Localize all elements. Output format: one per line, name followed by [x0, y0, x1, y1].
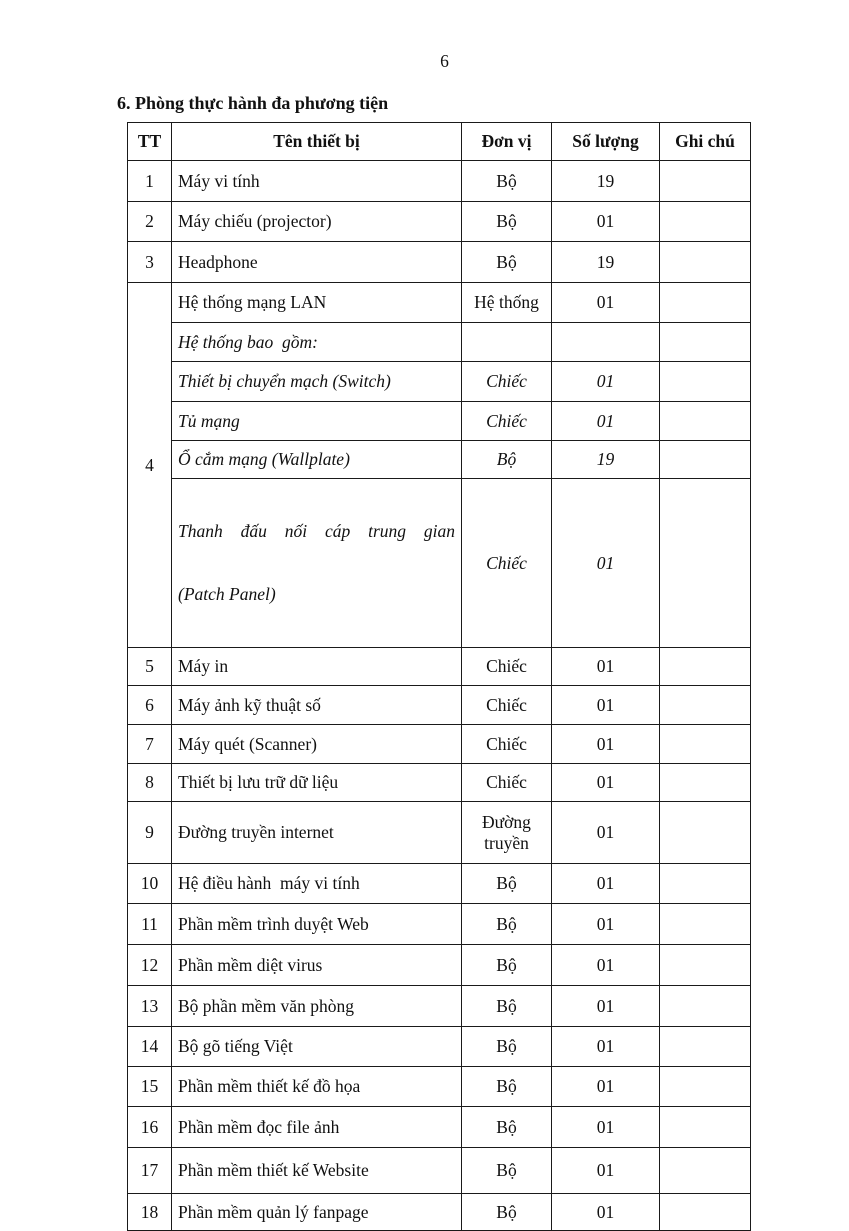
- table-row: [128, 904, 751, 945]
- table-row: [128, 1148, 751, 1194]
- cell-tt: 13: [128, 986, 172, 1027]
- cell-qty: 01: [552, 686, 660, 725]
- header-name: Tên thiết bị: [172, 123, 462, 161]
- header-qty: Số lượng: [552, 123, 660, 161]
- cell-note: [660, 945, 751, 986]
- cell-qty: 01: [552, 1148, 660, 1194]
- cell-note: [660, 686, 751, 725]
- table-row: [128, 945, 751, 986]
- cell-tt: 1: [128, 161, 172, 202]
- cell-name: Thiết bị lưu trữ dữ liệu: [172, 764, 462, 802]
- cell-name: Máy chiếu (projector): [172, 202, 462, 242]
- cell-name: Phần mềm diệt virus: [172, 945, 462, 986]
- cell-note: [660, 1194, 751, 1231]
- table-subrow: [128, 323, 751, 362]
- cell-note: [660, 1107, 751, 1148]
- cell-name: Máy quét (Scanner): [172, 725, 462, 764]
- cell-name: Phần mềm trình duyệt Web: [172, 904, 462, 945]
- cell-qty: 01: [552, 1027, 660, 1067]
- cell-qty: 01: [552, 802, 660, 864]
- cell-tt: 5: [128, 648, 172, 686]
- cell-tt: 6: [128, 686, 172, 725]
- header-tt: TT: [128, 123, 172, 161]
- cell-qty: 19: [552, 161, 660, 202]
- table-subrow: [128, 441, 751, 479]
- cell-note: [660, 362, 751, 402]
- table-row: [128, 1027, 751, 1067]
- table-subrow: [128, 402, 751, 441]
- cell-note: [660, 202, 751, 242]
- cell-name: Phần mềm quản lý fanpage: [172, 1194, 462, 1231]
- cell-unit: Bộ: [462, 1067, 552, 1107]
- cell-qty: [552, 323, 660, 362]
- cell-qty: 01: [552, 1194, 660, 1231]
- cell-name-line: Thanh đấu nối cáp trung gian: [178, 521, 455, 541]
- table-row: [128, 864, 751, 904]
- cell-qty: 01: [552, 986, 660, 1027]
- cell-note: [660, 764, 751, 802]
- table-row: [128, 764, 751, 802]
- cell-qty: 01: [552, 479, 660, 648]
- cell-tt: 18: [128, 1194, 172, 1231]
- cell-note: [660, 283, 751, 323]
- cell-qty: 01: [552, 648, 660, 686]
- cell-unit: Bộ: [462, 161, 552, 202]
- cell-tt: 15: [128, 1067, 172, 1107]
- cell-qty: 01: [552, 864, 660, 904]
- table-row: [128, 986, 751, 1027]
- cell-qty: 01: [552, 725, 660, 764]
- cell-unit: Chiếc: [462, 764, 552, 802]
- cell-tt: 14: [128, 1027, 172, 1067]
- table-row: [128, 1107, 751, 1148]
- cell-name: [172, 479, 462, 648]
- cell-tt: 10: [128, 864, 172, 904]
- cell-unit: Chiếc: [462, 648, 552, 686]
- table-row: [128, 725, 751, 764]
- cell-tt: 8: [128, 764, 172, 802]
- table-row: [128, 1067, 751, 1107]
- cell-unit: Chiếc: [462, 686, 552, 725]
- cell-tt: 16: [128, 1107, 172, 1148]
- cell-note: [660, 402, 751, 441]
- cell-name: Phần mềm thiết kế đồ họa: [172, 1067, 462, 1107]
- header-unit: Đơn vị: [462, 123, 552, 161]
- equipment-table: [127, 122, 751, 1231]
- cell-note: [660, 161, 751, 202]
- cell-tt: 4: [128, 283, 172, 648]
- cell-unit: Hệ thống: [462, 283, 552, 323]
- page-number: 6: [440, 51, 449, 71]
- table-row: [128, 202, 751, 242]
- cell-name: Đường truyền internet: [172, 802, 462, 864]
- cell-note: [660, 725, 751, 764]
- cell-note: [660, 242, 751, 283]
- cell-note: [660, 479, 751, 648]
- cell-note: [660, 1148, 751, 1194]
- cell-name: Hệ điều hành máy vi tính: [172, 864, 462, 904]
- cell-tt: 2: [128, 202, 172, 242]
- header-note: Ghi chú: [660, 123, 751, 161]
- cell-name: Bộ phần mềm văn phòng: [172, 986, 462, 1027]
- cell-note: [660, 1027, 751, 1067]
- cell-unit: Bộ: [462, 1194, 552, 1231]
- cell-unit: Đường truyền: [462, 802, 552, 864]
- cell-tt: 3: [128, 242, 172, 283]
- cell-qty: 01: [552, 202, 660, 242]
- cell-unit: Bộ: [462, 1148, 552, 1194]
- cell-unit: Bộ: [462, 945, 552, 986]
- cell-qty: 19: [552, 242, 660, 283]
- cell-unit: Bộ: [462, 242, 552, 283]
- cell-qty: 01: [552, 283, 660, 323]
- cell-note: [660, 904, 751, 945]
- cell-name: Bộ gõ tiếng Việt: [172, 1027, 462, 1067]
- cell-unit: Chiếc: [462, 402, 552, 441]
- table-row: [128, 1194, 751, 1231]
- table-row: [128, 242, 751, 283]
- table-row: [128, 161, 751, 202]
- cell-note: [660, 323, 751, 362]
- table-row: [128, 648, 751, 686]
- cell-tt: 7: [128, 725, 172, 764]
- cell-unit: Bộ: [462, 864, 552, 904]
- cell-qty: 01: [552, 362, 660, 402]
- cell-name: Máy ảnh kỹ thuật số: [172, 686, 462, 725]
- cell-name: Máy vi tính: [172, 161, 462, 202]
- cell-unit: Bộ: [462, 1107, 552, 1148]
- cell-note: [660, 1067, 751, 1107]
- cell-qty: 01: [552, 1107, 660, 1148]
- cell-tt: 11: [128, 904, 172, 945]
- cell-unit: Bộ: [462, 202, 552, 242]
- cell-note: [660, 986, 751, 1027]
- cell-unit: Bộ: [462, 986, 552, 1027]
- cell-name: Phần mềm thiết kế Website: [172, 1148, 462, 1194]
- cell-name: Phần mềm đọc file ảnh: [172, 1107, 462, 1148]
- table-row: [128, 283, 751, 323]
- cell-name: Tủ mạng: [172, 402, 462, 441]
- cell-unit: [462, 323, 552, 362]
- cell-qty: 01: [552, 904, 660, 945]
- cell-unit: Bộ: [462, 904, 552, 945]
- cell-tt: 9: [128, 802, 172, 864]
- cell-unit: Chiếc: [462, 479, 552, 648]
- table-row: [128, 686, 751, 725]
- cell-qty: 01: [552, 1067, 660, 1107]
- cell-note: [660, 864, 751, 904]
- cell-note: [660, 648, 751, 686]
- cell-tt: 17: [128, 1148, 172, 1194]
- cell-unit: Chiếc: [462, 725, 552, 764]
- cell-note: [660, 802, 751, 864]
- cell-name: Thiết bị chuyển mạch (Switch): [172, 362, 462, 402]
- table-row: [128, 802, 751, 864]
- cell-unit: Chiếc: [462, 362, 552, 402]
- cell-name-line: (Patch Panel): [178, 584, 276, 604]
- cell-qty: 01: [552, 402, 660, 441]
- cell-name: Hệ thống mạng LAN: [172, 283, 462, 323]
- cell-unit: Bộ: [462, 1027, 552, 1067]
- section-title: 6. Phòng thực hành đa phương tiện: [117, 93, 389, 113]
- table-subrow: [128, 479, 751, 648]
- cell-tt: 12: [128, 945, 172, 986]
- cell-qty: 01: [552, 764, 660, 802]
- cell-qty: 01: [552, 945, 660, 986]
- cell-note: [660, 441, 751, 479]
- cell-name: Hệ thống bao gồm:: [172, 323, 462, 362]
- cell-name: Ổ cắm mạng (Wallplate): [172, 441, 462, 479]
- table-subrow: [128, 362, 751, 402]
- cell-qty: 19: [552, 441, 660, 479]
- cell-name: Máy in: [172, 648, 462, 686]
- cell-unit: Bộ: [462, 441, 552, 479]
- table-header-row: [128, 123, 751, 161]
- cell-name: Headphone: [172, 242, 462, 283]
